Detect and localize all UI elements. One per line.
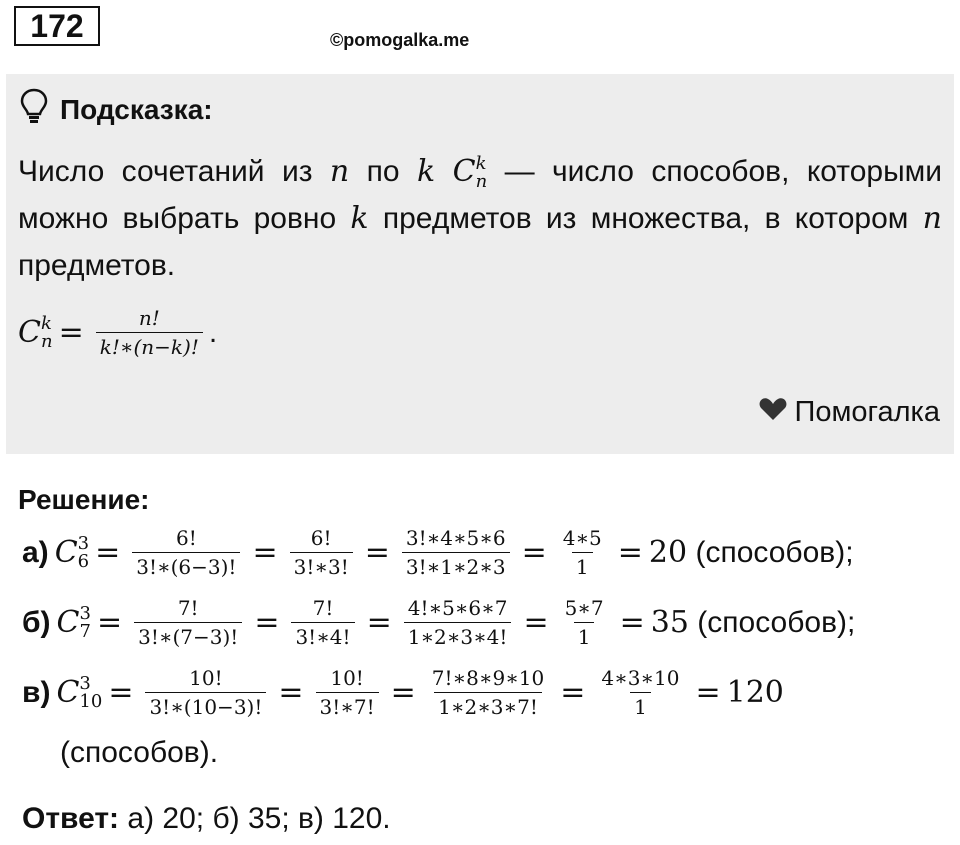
solution-row-b: б) C 3 7 = $\frac{7!}{3!∗(7-3)!}$ = $\frac{7!}{3!∗4!}$ = $\frac{4!∗5∗6∗7}{1∗2∗3∗4!}$ = $\frac{5∗7}{1}$ = 35 (способов); [22, 596, 856, 649]
answer-label: Ответ: [22, 802, 120, 835]
brand-label: Помогалка [794, 396, 940, 428]
answer [22, 802, 391, 836]
solution-title: Решение: [18, 484, 150, 515]
solution-row-c-unit: (способов). [60, 736, 219, 769]
task-number: 172 [14, 6, 100, 46]
solution-row-a: а) C 3 6 = $\frac{6!}{3!∗(6-3)!}$ = $\frac{6!}{3!∗3!}$ = $\frac{3!∗4∗5∗6}{3!∗1∗2∗3}$ = $\frac{4∗5}{1}$ = 20 (способов); [22, 526, 854, 579]
solution-row-c: в) C 3 10 = $\frac{10!}{3!∗(10-3)!}$ = $\frac{10!}{3!∗7!}$ = $\frac{7!∗8∗9∗10}{1∗2∗3∗7!}$ = $\frac{4∗3∗10}{1}$ = 120 [22, 666, 784, 719]
heart-icon [759, 396, 787, 429]
hint-header [20, 88, 213, 131]
watermark: ©pomogalka.me [330, 30, 470, 50]
combination-formula: C k n = $\frac{n!}{k!∗(n-k)!}$ . [18, 306, 218, 359]
brand [759, 396, 940, 429]
answer-text: а) 20; б) 35; в) 120. [127, 802, 391, 835]
hint-panel [6, 74, 954, 454]
hint-title: Подсказка: [60, 93, 213, 125]
hint-text: Число сочетаний из n по k C k n — число способов, которыми можно выбрать ровно k предметов из множества, в котором n предметов. [18, 153, 943, 282]
lightbulb-icon [20, 88, 48, 131]
